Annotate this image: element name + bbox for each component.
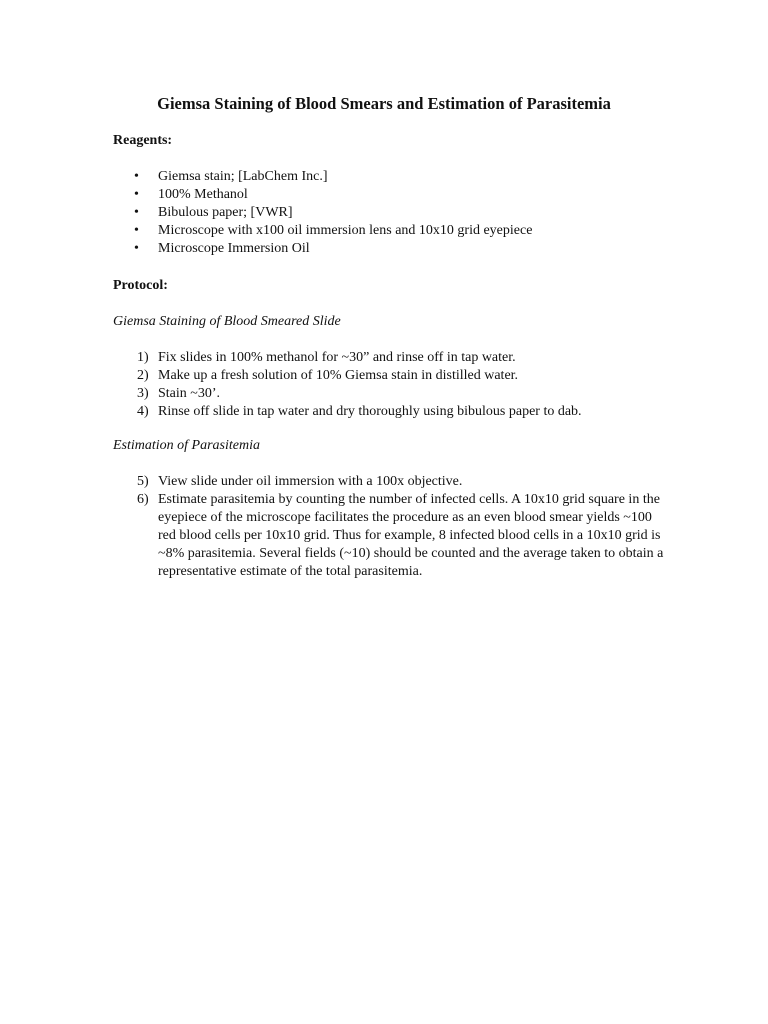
reagent-text: 100% Methanol <box>158 187 248 202</box>
document-title: Giemsa Staining of Blood Smears and Estimation of Parasitemia <box>157 94 611 113</box>
bullet-icon: • <box>134 205 139 220</box>
step-number: 6) <box>137 492 149 507</box>
list-item <box>113 385 668 403</box>
step-number: 4) <box>137 404 149 419</box>
reagent-text: Microscope with x100 oil immersion lens and 10x10 grid eyepiece <box>158 223 533 238</box>
step-number: 2) <box>137 368 149 383</box>
step-number: 5) <box>137 474 149 489</box>
bullet-icon: • <box>134 187 139 202</box>
step-text: Fix slides in 100% methanol for ~30” and rinse off in tap water. <box>158 350 516 365</box>
list-item <box>113 168 532 186</box>
bullet-icon: • <box>134 241 139 256</box>
reagents-heading: Reagents: <box>113 133 173 148</box>
step-text: Rinse off slide in tap water and dry thoroughly using bibulous paper to dab. <box>158 404 582 419</box>
parasitemia-steps-list <box>113 473 668 581</box>
protocol-heading: Protocol: <box>113 278 168 293</box>
list-item <box>113 349 668 367</box>
reagent-text: Giemsa stain; [LabChem Inc.] <box>158 169 328 184</box>
list-item <box>113 473 668 491</box>
step-number: 1) <box>137 350 149 365</box>
section-parasitemia-title: Estimation of Parasitemia <box>113 438 260 453</box>
list-item <box>113 186 532 204</box>
bullet-icon: • <box>134 169 139 184</box>
list-item <box>113 222 532 240</box>
reagent-text: Microscope Immersion Oil <box>158 241 310 256</box>
reagents-list <box>113 168 532 258</box>
step-number: 3) <box>137 386 149 401</box>
step-text: View slide under oil immersion with a 100x objective. <box>158 474 463 489</box>
reagent-text: Bibulous paper; [VWR] <box>158 205 293 220</box>
list-item <box>113 204 532 222</box>
staining-steps-list <box>113 349 668 421</box>
list-item <box>113 491 668 581</box>
section-staining-title: Giemsa Staining of Blood Smeared Slide <box>113 314 341 329</box>
list-item <box>113 403 668 421</box>
list-item <box>113 367 668 385</box>
step-text: Stain ~30’. <box>158 386 221 401</box>
list-item <box>113 240 532 258</box>
step-text: Make up a fresh solution of 10% Giemsa stain in distilled water. <box>158 368 519 383</box>
bullet-icon: • <box>134 223 139 238</box>
step-text: Estimate parasitemia by counting the number of infected cells. A 10x10 grid square in the eyepiece of the microscope facilitates the procedure as an even blood smear yields ~100 red blood cells per 10x10 grid. Thus for example, 8 infected blood cells in a 10x10 grid is ~8% parasitemia. Several fields (~10) should be counted and the average taken to obtain a representative estimate of the total parasitemia. <box>158 492 664 579</box>
